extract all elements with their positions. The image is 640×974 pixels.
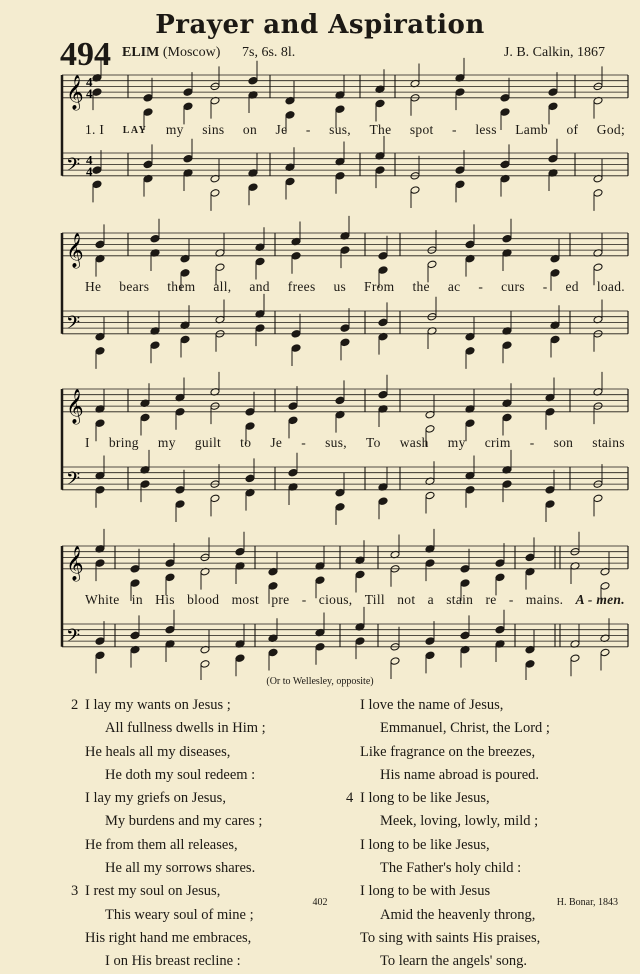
- bass-clef: 𝄢: [66, 312, 81, 338]
- note-head: [600, 648, 610, 657]
- note-head: [378, 266, 388, 275]
- note-head: [130, 565, 140, 574]
- note-head: [548, 154, 558, 163]
- lyric-syllable: From: [364, 279, 395, 294]
- note-head: [215, 263, 225, 272]
- note-head: [291, 252, 301, 261]
- verse-line: Like fragrance on the breezes,: [360, 743, 536, 760]
- time-signature-digit: 4: [86, 152, 93, 168]
- note-head: [143, 160, 153, 169]
- note-head: [315, 576, 325, 585]
- note-head: [375, 166, 385, 175]
- lyric-syllable: most: [231, 592, 260, 607]
- lyric-syllable: bears: [119, 279, 150, 294]
- verse-line: I on His breast recline :: [105, 953, 241, 970]
- lyric-syllable: 1. I: [85, 122, 105, 137]
- verse-line: I long to be like Jesus,: [360, 836, 490, 853]
- note-head: [335, 503, 345, 512]
- note-head: [548, 102, 558, 111]
- lyric-syllable: sins: [202, 122, 225, 137]
- note-head: [335, 396, 345, 405]
- tune-title: ELIM: [122, 45, 160, 60]
- note-head: [340, 324, 350, 333]
- note-head: [378, 252, 388, 261]
- author-credit: H. Bonar, 1843: [556, 897, 618, 908]
- verse-line: To learn the angels' song.: [380, 953, 527, 970]
- lyric-syllable: mains.: [525, 592, 564, 607]
- tune-alias: (Moscow): [162, 45, 221, 60]
- note-head: [245, 408, 255, 417]
- time-signature-digit: 4: [86, 163, 93, 179]
- verses-left-column: [71, 694, 365, 974]
- note-head: [570, 654, 580, 663]
- note-head: [92, 180, 102, 189]
- lyric-syllable: -: [301, 435, 307, 450]
- note-head: [378, 497, 388, 506]
- note-head: [465, 419, 475, 428]
- note-head: [495, 559, 505, 568]
- lyric-syllable: sus,: [329, 122, 351, 137]
- note-head: [545, 486, 555, 495]
- section-title: Prayer and Aspiration: [155, 10, 485, 40]
- lyric-syllable: -: [542, 279, 548, 294]
- lyric-line-2: [85, 277, 625, 297]
- verse-line: To sing with saints His praises,: [360, 929, 541, 946]
- hymn-number: 494: [60, 36, 111, 73]
- lyric-syllable: blood: [187, 592, 220, 607]
- note-head: [165, 573, 175, 582]
- note-head: [465, 347, 475, 356]
- lyric-syllable: LAY: [122, 124, 148, 136]
- note-head: [175, 408, 185, 417]
- note-head: [502, 341, 512, 350]
- note-head: [92, 166, 102, 175]
- note-head: [600, 582, 610, 591]
- note-head: [502, 480, 512, 489]
- note-head: [355, 570, 365, 579]
- note-head: [288, 416, 298, 425]
- note-head: [95, 486, 105, 495]
- note-head: [150, 341, 160, 350]
- lyric-line-3: [85, 433, 625, 453]
- lyric-syllable: To: [366, 435, 381, 450]
- treble-clef: 𝄞: [66, 232, 84, 268]
- note-head: [175, 500, 185, 509]
- note-head: [425, 637, 435, 646]
- verse-line: He from them all releases,: [85, 836, 238, 853]
- note-head: [425, 425, 435, 434]
- lyric-syllable: God;: [596, 122, 625, 137]
- note-head: [288, 402, 298, 411]
- note-head: [235, 547, 245, 556]
- note-head: [285, 177, 295, 186]
- verse-line: The Father's holy child :: [380, 860, 522, 877]
- time-signature-digit: 4: [86, 74, 93, 90]
- lyric-syllable: not: [397, 592, 416, 607]
- lyric-syllable: bring: [108, 435, 139, 450]
- note-head: [248, 183, 258, 192]
- lyric-syllable: His: [155, 592, 175, 607]
- note-head: [340, 338, 350, 347]
- lyric-syllable: cious,: [318, 592, 353, 607]
- note-head: [180, 335, 190, 344]
- verse-line: Meek, loving, lowly, mild ;: [380, 813, 539, 830]
- note-head: [460, 631, 470, 640]
- note-head: [291, 330, 301, 339]
- lyric-syllable: of: [566, 122, 579, 137]
- note-head: [130, 579, 140, 588]
- lyric-syllable: a: [427, 592, 434, 607]
- treble-clef: 𝄞: [66, 74, 84, 110]
- verse-number: 2: [71, 697, 79, 713]
- lyric-syllable: in: [131, 592, 143, 607]
- lyric-syllable: -: [305, 122, 311, 137]
- note-head: [255, 257, 265, 266]
- treble-clef: 𝄞: [66, 388, 84, 424]
- lyric-syllable: crim: [484, 435, 511, 450]
- verse-number: 3: [71, 883, 79, 900]
- lyric-syllable: -: [529, 435, 535, 450]
- note-head: [95, 651, 105, 660]
- lyric-syllable: The: [369, 122, 392, 137]
- verse-line: His name abroad is poured.: [380, 766, 540, 783]
- note-head: [95, 347, 105, 356]
- lyric-syllable: pre: [271, 592, 290, 607]
- verse-line: Emmanuel, Christ, the Lord ;: [380, 720, 550, 737]
- note-head: [235, 654, 245, 663]
- note-head: [390, 657, 400, 666]
- lyric-syllable: Till: [364, 592, 385, 607]
- lyric-syllable: -: [452, 122, 457, 137]
- note-head: [375, 99, 385, 108]
- lyric-syllable: Je: [275, 122, 288, 137]
- verses-right-column: [346, 694, 630, 974]
- note-head: [150, 234, 160, 243]
- note-head: [425, 651, 435, 660]
- verse-line: This weary soul of mine ;: [105, 906, 254, 923]
- amen-text: A - men.: [575, 592, 625, 607]
- lyric-syllable: my: [157, 435, 176, 450]
- note-head: [180, 269, 190, 278]
- lyric-syllable: guilt: [194, 435, 222, 450]
- note-head: [455, 88, 465, 97]
- note-head: [525, 660, 535, 669]
- meter: 7s, 6s. 8l.: [242, 45, 296, 60]
- note-head: [500, 94, 510, 103]
- verse-line: 4 I long to be like Jesus,: [346, 787, 630, 810]
- note-head: [455, 166, 465, 175]
- note-head: [288, 468, 298, 477]
- composer: J. B. Calkin, 1867: [503, 45, 605, 60]
- verse-line: My burdens and my cares ;: [105, 813, 263, 830]
- lyric-syllable: Je: [270, 435, 283, 450]
- note-head: [340, 246, 350, 255]
- lyric-syllable: curs: [501, 279, 525, 294]
- lyric-syllable: frees: [287, 279, 316, 294]
- note-head: [183, 102, 193, 111]
- verse-line: 3 I rest my soul on Jesus,: [71, 880, 365, 903]
- lyric-syllable: wash: [399, 435, 429, 450]
- note-head: [525, 553, 535, 562]
- note-head: [245, 422, 255, 431]
- lyric-syllable: spot: [409, 122, 434, 137]
- note-head: [140, 480, 150, 489]
- note-head: [268, 648, 278, 657]
- verse-number: 4: [346, 790, 354, 807]
- lyric-syllable: -: [301, 592, 307, 607]
- note-head: [427, 260, 437, 269]
- note-head: [550, 335, 560, 344]
- note-head: [130, 631, 140, 640]
- note-head: [545, 500, 555, 509]
- note-head: [175, 486, 185, 495]
- note-head: [92, 88, 102, 97]
- note-head: [500, 108, 510, 117]
- lyric-syllable: them: [167, 279, 196, 294]
- lyric-syllable: to: [240, 435, 252, 450]
- note-head: [143, 108, 153, 117]
- note-head: [315, 643, 325, 652]
- note-head: [95, 240, 105, 249]
- lyric-syllable: my: [447, 435, 466, 450]
- note-head: [550, 269, 560, 278]
- lyric-syllable: ac: [447, 279, 461, 294]
- note-head: [593, 189, 603, 198]
- verse-line: Amid the heavenly throng,: [380, 906, 536, 923]
- page-number: 402: [312, 897, 328, 908]
- note-head: [165, 559, 175, 568]
- verse-line: All fullness dwells in Him ;: [105, 720, 266, 737]
- note-head: [183, 88, 193, 97]
- note-head: [200, 660, 210, 669]
- note-head: [245, 474, 255, 483]
- lyric-syllable: stain: [446, 592, 474, 607]
- lyric-line-4: [85, 590, 625, 610]
- note-head: [465, 240, 475, 249]
- verse-line: I love the name of Jesus,: [360, 697, 504, 713]
- verse-line: I lay my griefs on Jesus,: [85, 790, 226, 807]
- lyric-syllable: son: [553, 435, 574, 450]
- lyric-syllable: re: [485, 592, 497, 607]
- treble-clef: 𝄞: [66, 545, 84, 581]
- note-head: [502, 413, 512, 422]
- note-head: [255, 324, 265, 333]
- note-head: [500, 160, 510, 169]
- lyric-syllable: Lamb: [515, 122, 548, 137]
- verse-line: I long to be with Jesus: [360, 883, 491, 900]
- note-head: [502, 234, 512, 243]
- note-head: [210, 494, 220, 503]
- bass-clef: 𝄢: [66, 154, 81, 180]
- note-head: [248, 76, 258, 85]
- lyric-syllable: load.: [596, 279, 625, 294]
- note-head: [140, 413, 150, 422]
- note-head: [143, 94, 153, 103]
- note-head: [545, 408, 555, 417]
- note-head: [495, 625, 505, 634]
- note-head: [378, 318, 388, 327]
- lyric-syllable: -: [478, 279, 484, 294]
- verse-line: He all my sorrows shares.: [105, 860, 256, 877]
- lyric-syllable: on: [242, 122, 258, 137]
- note-head: [460, 579, 470, 588]
- note-head: [165, 625, 175, 634]
- note-head: [95, 637, 105, 646]
- time-signature-digit: 4: [86, 85, 93, 101]
- lyric-syllable: I: [85, 435, 90, 450]
- lyric-syllable: less: [475, 122, 497, 137]
- note-head: [593, 263, 603, 272]
- note-head: [425, 559, 435, 568]
- lyric-syllable: us: [333, 279, 347, 294]
- lyric-syllable: He: [85, 279, 102, 294]
- note-head: [285, 111, 295, 120]
- verse-line: 2 I lay my wants on Jesus ;: [71, 694, 365, 717]
- lyric-syllable: my: [165, 122, 184, 137]
- note-head: [425, 491, 435, 500]
- note-head: [210, 189, 220, 198]
- lyric-syllable: the: [412, 279, 430, 294]
- note-head: [335, 105, 345, 114]
- verse-line: He doth my soul redeem :: [105, 766, 256, 783]
- lyric-syllable: sus,: [325, 435, 347, 450]
- alternate-tune-note: (Or to Wellesley, opposite): [266, 676, 374, 687]
- note-head: [355, 637, 365, 646]
- note-head: [593, 494, 603, 503]
- note-head: [95, 419, 105, 428]
- bass-clef: 𝄢: [66, 625, 81, 651]
- note-head: [268, 582, 278, 591]
- lyric-line-1: [85, 120, 625, 140]
- bass-clef: 𝄢: [66, 468, 81, 494]
- lyric-syllable: White: [85, 592, 120, 607]
- verse-line: He heals all my diseases,: [85, 743, 231, 760]
- verse-line: His right hand me embraces,: [85, 929, 252, 946]
- lyric-syllable: ed: [565, 279, 579, 294]
- lyric-syllable: -: [508, 592, 514, 607]
- note-head: [495, 573, 505, 582]
- note-head: [291, 344, 301, 353]
- note-head: [95, 559, 105, 568]
- lyric-syllable: stains: [592, 435, 625, 450]
- note-head: [335, 172, 345, 181]
- note-head: [548, 88, 558, 97]
- note-head: [455, 180, 465, 189]
- note-head: [183, 154, 193, 163]
- lyric-syllable: and: [249, 279, 270, 294]
- note-head: [465, 486, 475, 495]
- lyric-syllable: all,: [213, 279, 232, 294]
- note-head: [378, 390, 388, 399]
- note-head: [460, 565, 470, 574]
- note-head: [410, 186, 420, 195]
